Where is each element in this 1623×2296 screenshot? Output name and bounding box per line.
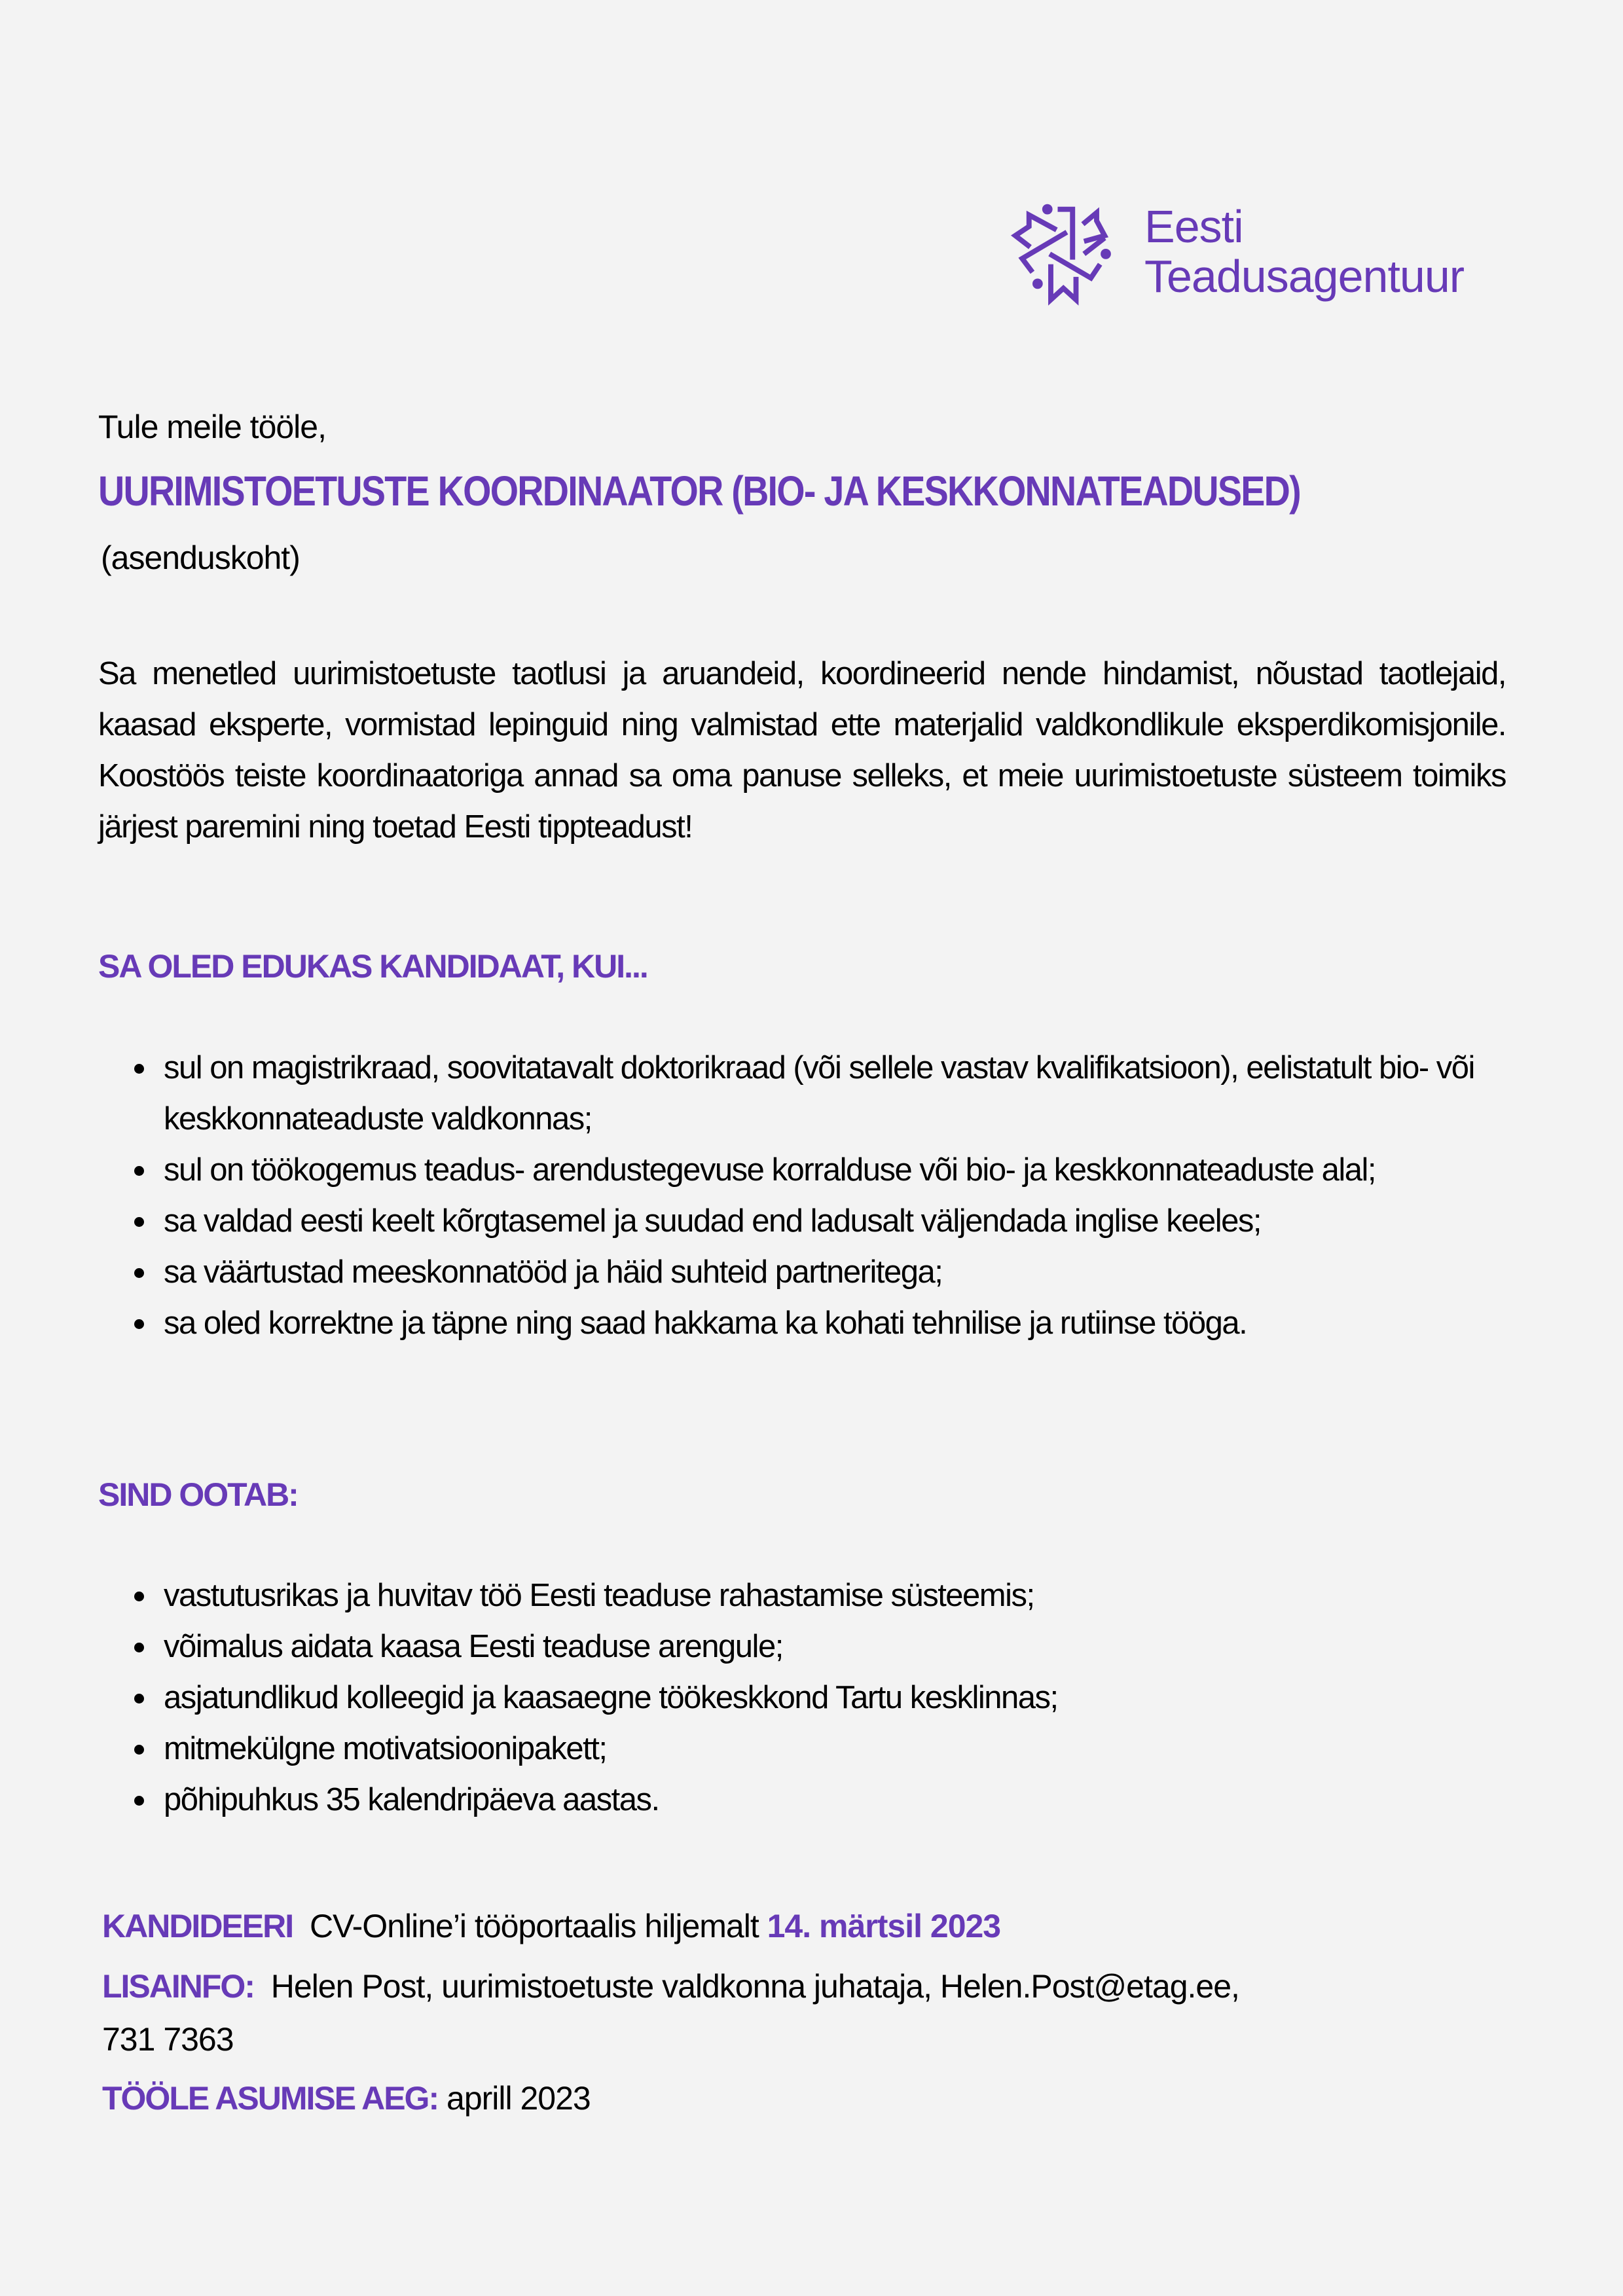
agency-logo-text xyxy=(1144,202,1464,301)
apply-deadline: 14. märtsil 2023 xyxy=(767,1908,1001,1944)
intro-paragraph: Sa menetled uurimistoetuste taotlusi ja aruandeid, koordineerid nende hindamist, nõustad taotlejaid, kaasad eksperte, vormistad lepinguid ning valmistad ette materjalid valdkondlikule eksperdikomisjonile. Koostöös teiste koordinaatoriga annad sa oma panuse selleks, et meie uurimistoetuste süsteem toimiks järjest paremini ning toetad Eesti tippteadust! xyxy=(98,656,1506,845)
offer-list xyxy=(130,1570,1571,1825)
apply-text: CV-Online’i tööportaalis hiljemalt xyxy=(309,1908,759,1944)
apply-line xyxy=(102,1901,1000,1952)
info-line xyxy=(102,1961,1239,2012)
start-line xyxy=(102,2073,591,2124)
list-item: sa oled korrektne ja täpne ning saad hakkama ka kohati tehnilise ja rutiinse tööga. xyxy=(164,1298,1571,1349)
start-label: TÖÖLE ASUMISE AEG: xyxy=(102,2080,439,2117)
list-item: sa valdad eesti keelt kõrgtasemel ja suudad end ladusalt väljendada inglise keeles; xyxy=(164,1195,1571,1247)
job-title: UURIMISTOETUSTE KOORDINAATOR (BIO- JA KESKKONNATEADUSED) xyxy=(98,467,1300,515)
list-item: mitmekülgne motivatsioonipakett; xyxy=(164,1723,1571,1774)
start-text: aprill 2023 xyxy=(447,2080,591,2117)
greeting: Tule meile tööle, xyxy=(98,409,326,445)
offer-heading: SIND OOTAB: xyxy=(98,1476,298,1513)
list-item: sul on magistrikraad, soovitatavalt doktorikraad (või sellele vastav kvalifikatsioon), eelistatult bio- või keskkonnateaduste valdkonnas; xyxy=(164,1042,1571,1144)
list-item: vastutusrikas ja huvitav töö Eesti teaduse rahastamise süsteemis; xyxy=(164,1570,1571,1621)
info-label: LISAINFO: xyxy=(102,1968,254,2005)
list-item: sa väärtustad meeskonnatööd ja häid suhteid partneritega; xyxy=(164,1247,1571,1298)
list-item: põhipuhkus 35 kalendripäeva aastas. xyxy=(164,1774,1571,1825)
requirements-list xyxy=(130,1042,1571,1349)
list-item: sul on töökogemus teadus- arendustegevuse korralduse või bio- ja keskkonnateaduste alal; xyxy=(164,1144,1571,1195)
info-text: Helen Post, uurimistoetuste valdkonna juhataja, Helen.Post@etag.ee, xyxy=(270,1968,1239,2005)
list-item: võimalus aidata kaasa Eesti teaduse arengule; xyxy=(164,1621,1571,1672)
agency-logo xyxy=(1005,194,1464,308)
job-subtitle: (asenduskoht) xyxy=(101,539,300,576)
logo-line-2: Teadusagentuur xyxy=(1144,250,1465,302)
info-phone: 731 7363 xyxy=(102,2021,234,2058)
apply-label: KANDIDEERI xyxy=(102,1908,293,1944)
requirements-heading: SA OLED EDUKAS KANDIDAAT, KUI... xyxy=(98,948,647,985)
list-item: asjatundlikud kolleegid ja kaasaegne töökeskkond Tartu kesklinnas; xyxy=(164,1672,1571,1723)
agency-logo-mark-icon xyxy=(1005,194,1120,308)
logo-line-1: Eesti xyxy=(1144,200,1243,252)
